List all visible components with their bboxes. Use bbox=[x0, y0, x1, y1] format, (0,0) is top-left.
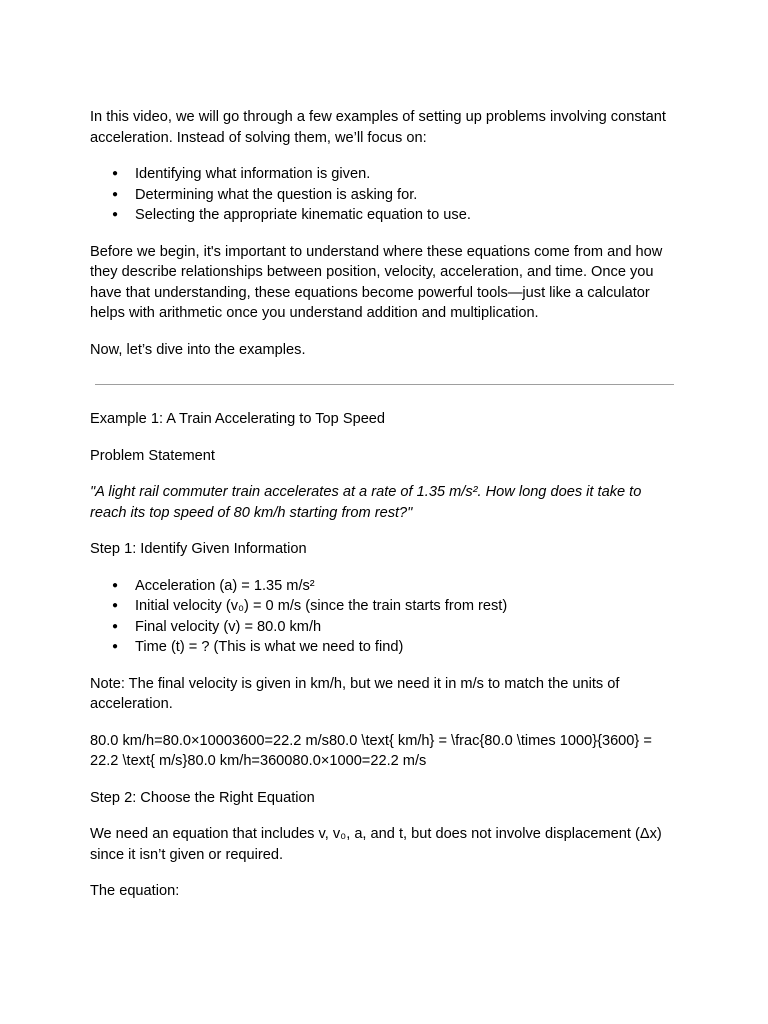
unit-note: Note: The final velocity is given in km/h, but we need it in m/s to match the units of acceleration. bbox=[90, 675, 620, 712]
example-heading: Example 1: A Train Accelerating to Top Speed bbox=[90, 411, 386, 427]
document-body bbox=[90, 107, 680, 918]
dive-paragraph: Now, let’s dive into the examples. bbox=[90, 341, 306, 358]
list-item: ● Determining what the question is asking for. bbox=[90, 185, 680, 206]
unit-conversion: 80.0 km/h=80.0×10003600=22.2 m/s80.0 \text{ km/h} = \frac{80.0 \times 1000}{3600} = 22.2 \text{ m/s}80.0 km/h=360080.0×1000​=22.2 m/s bbox=[90, 732, 652, 769]
horizontal-divider bbox=[95, 384, 674, 385]
problem-statement-text: "A light rail commuter train accelerates at a rate of 1.35 m/s². How long does it take to reach its top speed of 80 km/h starting from rest?" bbox=[90, 484, 642, 521]
step2-text: We need an equation that includes v, v₀, a, and t, but does not involve displacement (Δx) since it isn’t given or required. bbox=[90, 826, 662, 863]
intro-bullet-list bbox=[90, 164, 680, 226]
list-item: ● Selecting the appropriate kinematic equation to use. bbox=[90, 205, 680, 226]
background-paragraph: Before we begin, it's important to understand where these equations come from and how they describe relationships between position, velocity, acceleration, and time. Once you have that understanding, these equations become powerful tools—just like a calculator helps with arithmetic once you understand addition and multiplication. bbox=[90, 243, 663, 321]
list-item: ● Identifying what information is given. bbox=[90, 164, 680, 185]
problem-statement-heading: Problem Statement bbox=[90, 447, 215, 464]
step2-heading: Step 2: Choose the Right Equation bbox=[90, 789, 315, 806]
list-item: ● Time (t) = ? (This is what we need to find) bbox=[90, 637, 680, 658]
list-item: ● Initial velocity (v₀) = 0 m/s (since the train starts from rest) bbox=[90, 596, 680, 617]
list-item: ● Acceleration (a) = 1.35 m/s² bbox=[90, 576, 680, 597]
list-item: ● Final velocity (v) = 80.0 km/h bbox=[90, 617, 680, 638]
equation-label: The equation: bbox=[90, 883, 180, 899]
step1-heading: Step 1: Identify Given Information bbox=[90, 541, 307, 557]
given-info-list bbox=[90, 576, 680, 658]
intro-paragraph: In this video, we will go through a few examples of setting up problems involving constant acceleration. Instead of solving them, we’ll focus on: bbox=[90, 109, 666, 146]
